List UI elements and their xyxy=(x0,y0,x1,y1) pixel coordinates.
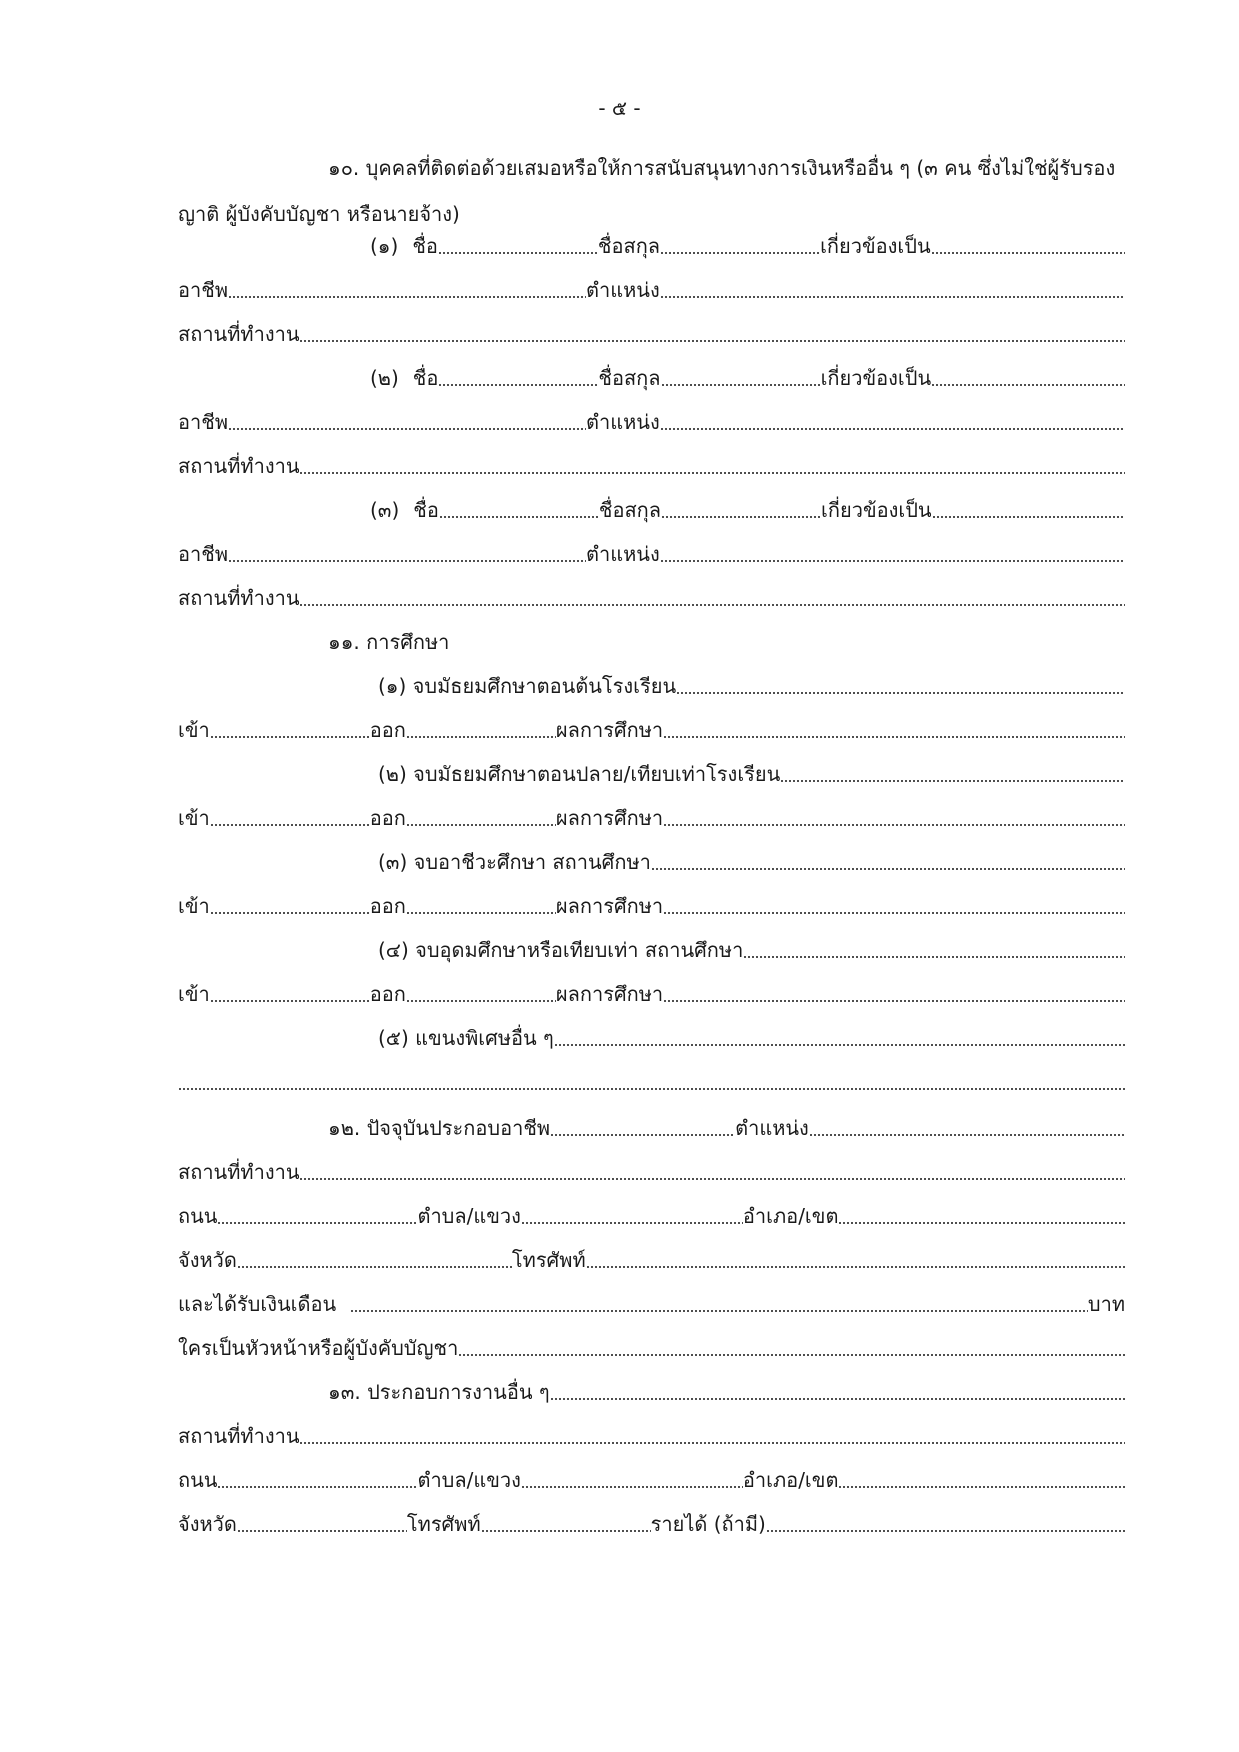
occupation-label: อาชีพ xyxy=(178,278,228,302)
relation-field[interactable] xyxy=(931,382,1125,387)
workplace-label: สถานที่ทำงาน xyxy=(178,322,300,346)
province-field[interactable] xyxy=(237,1264,512,1269)
other-workplace-row xyxy=(178,1422,1125,1450)
enter-field[interactable] xyxy=(210,910,370,915)
enter-label: เข้า xyxy=(178,982,210,1006)
person-1-occupation-row xyxy=(178,276,1125,304)
relation-label: เกี่ยวข้องเป็น xyxy=(821,498,932,522)
leave-label: ออก xyxy=(369,894,406,918)
result-field[interactable] xyxy=(663,734,1125,739)
education-1-row xyxy=(378,672,1125,700)
result-label: ผลการศึกษา xyxy=(555,718,664,742)
education-3-dates-row xyxy=(178,892,1125,920)
road-label: ถนน xyxy=(178,1204,218,1228)
occupation-label: อาชีพ xyxy=(178,410,228,434)
current-workplace-row xyxy=(178,1158,1125,1186)
other-work-field[interactable] xyxy=(550,1396,1125,1401)
phone-label: โทรศัพท์ xyxy=(511,1248,586,1272)
subdistrict-field[interactable] xyxy=(521,1220,743,1225)
result-field[interactable] xyxy=(663,910,1125,915)
occupation-field[interactable] xyxy=(228,426,586,431)
supervisor-row xyxy=(178,1334,1125,1362)
enter-label: เข้า xyxy=(178,894,210,918)
education-4-row xyxy=(378,936,1125,964)
person-number: (๑) xyxy=(370,234,399,258)
name-field[interactable] xyxy=(438,250,598,255)
education-5-continued-field[interactable] xyxy=(178,1086,1125,1091)
salary-field[interactable] xyxy=(350,1308,1088,1313)
education-1-dates-row xyxy=(178,716,1125,744)
section-12-heading-row xyxy=(328,1114,1125,1142)
education-1-school-field[interactable] xyxy=(676,690,1125,695)
education-2-school-field[interactable] xyxy=(780,778,1125,783)
relation-label: เกี่ยวข้องเป็น xyxy=(820,366,932,390)
road-field[interactable] xyxy=(217,1484,417,1489)
district-field[interactable] xyxy=(838,1220,1125,1225)
result-field[interactable] xyxy=(663,998,1125,1003)
province-label: จังหวัด xyxy=(178,1512,237,1536)
position-label: ตำแหน่ง xyxy=(586,278,660,302)
section-12-heading: ๑๒. ปัจจุบันประกอบอาชีพ xyxy=(328,1116,551,1140)
result-label: ผลการศึกษา xyxy=(555,806,664,830)
name-label: ชื่อ xyxy=(412,234,438,258)
leave-field[interactable] xyxy=(406,910,556,915)
leave-field[interactable] xyxy=(406,998,556,1003)
occupation-label: อาชีพ xyxy=(178,542,228,566)
current-province-row xyxy=(178,1246,1125,1274)
relation-label: เกี่ยวข้องเป็น xyxy=(820,234,931,258)
enter-label: เข้า xyxy=(178,806,210,830)
surname-label: ชื่อสกุล xyxy=(597,234,661,258)
person-number: (๒) xyxy=(370,366,399,390)
phone-field[interactable] xyxy=(586,1264,1125,1269)
education-5-continued-row xyxy=(178,1068,1125,1096)
district-field[interactable] xyxy=(838,1484,1125,1489)
other-province-row xyxy=(178,1510,1125,1538)
province-label: จังหวัด xyxy=(178,1248,237,1272)
person-2-name-row xyxy=(370,364,1125,392)
education-3-label: (๓) จบอาชีวะศึกษา สถานศึกษา xyxy=(378,850,651,874)
position-field[interactable] xyxy=(660,558,1125,563)
workplace-field[interactable] xyxy=(299,1440,1125,1445)
subdistrict-field[interactable] xyxy=(521,1484,743,1489)
workplace-field[interactable] xyxy=(299,338,1125,343)
occupation-field[interactable] xyxy=(550,1132,735,1137)
baht-label: บาท xyxy=(1087,1292,1125,1316)
education-2-dates-row xyxy=(178,804,1125,832)
education-4-label: (๔) จบอุดมศึกษาหรือเทียบเท่า สถานศึกษา xyxy=(378,938,744,962)
road-label: ถนน xyxy=(178,1468,218,1492)
supervisor-field[interactable] xyxy=(458,1352,1125,1357)
district-label: อำเภอ/เขต xyxy=(742,1468,839,1492)
other-address-row xyxy=(178,1466,1125,1494)
position-field[interactable] xyxy=(660,426,1125,431)
workplace-label: สถานที่ทำงาน xyxy=(178,1424,300,1448)
current-address-row xyxy=(178,1202,1125,1230)
surname-field[interactable] xyxy=(661,382,821,387)
enter-label: เข้า xyxy=(178,718,210,742)
section-11-heading-row xyxy=(328,628,728,656)
position-label: ตำแหน่ง xyxy=(735,1116,809,1140)
education-4-dates-row xyxy=(178,980,1125,1008)
education-5-row xyxy=(378,1024,1125,1052)
education-2-label: (๒) จบมัธยมศึกษาตอนปลาย/เทียบเท่าโรงเรียน xyxy=(378,762,781,786)
person-3-occupation-row xyxy=(178,540,1125,568)
workplace-field[interactable] xyxy=(299,1176,1125,1181)
person-1-name-row xyxy=(370,232,1125,260)
occupation-field[interactable] xyxy=(228,558,586,563)
subdistrict-label: ตำบล/แขวง xyxy=(417,1204,521,1228)
section-13-heading: ๑๓. ประกอบการงานอื่น ๆ xyxy=(328,1380,550,1404)
province-field[interactable] xyxy=(237,1528,407,1533)
income-label: รายได้ (ถ้ามี) xyxy=(650,1512,766,1536)
relation-field[interactable] xyxy=(931,250,1125,255)
name-label: ชื่อ xyxy=(412,366,439,390)
income-field[interactable] xyxy=(766,1528,1125,1533)
surname-field[interactable] xyxy=(661,514,821,519)
occupation-field[interactable] xyxy=(228,294,586,299)
section-11-heading: ๑๑. การศึกษา xyxy=(328,630,450,654)
position-label: ตำแหน่ง xyxy=(586,410,660,434)
section-10-heading: ๑๐. บุคคลที่ติดต่อด้วยเสมอหรือให้การสนับสนุนทางการเงินหรืออื่น ๆ (๓ คน ซึ่งไม่ใช่ผู้รับรอง ญาติ ผู้บังคับบัญชา หรือนายจ้าง) xyxy=(178,156,1116,226)
position-field[interactable] xyxy=(660,294,1125,299)
position-field[interactable] xyxy=(809,1132,1125,1137)
person-2-workplace-row xyxy=(178,452,1125,480)
leave-label: ออก xyxy=(369,806,406,830)
education-5-field[interactable] xyxy=(554,1042,1125,1047)
education-5-label: (๕) แขนงพิเศษอื่น ๆ xyxy=(378,1026,554,1050)
education-1-label: (๑) จบมัธยมศึกษาตอนต้นโรงเรียน xyxy=(378,674,677,698)
enter-field[interactable] xyxy=(210,998,370,1003)
education-2-row xyxy=(378,760,1125,788)
education-3-school-field[interactable] xyxy=(651,866,1125,871)
salary-label: และได้รับเงินเดือน xyxy=(178,1292,337,1316)
enter-field[interactable] xyxy=(210,734,370,739)
leave-field[interactable] xyxy=(406,734,556,739)
name-field[interactable] xyxy=(439,514,599,519)
section-13-heading-row xyxy=(328,1378,1125,1406)
name-label: ชื่อ xyxy=(413,498,439,522)
person-3-workplace-row xyxy=(178,584,1125,612)
name-field[interactable] xyxy=(438,382,598,387)
workplace-label: สถานที่ทำงาน xyxy=(178,1160,300,1184)
supervisor-label: ใครเป็นหัวหน้าหรือผู้บังคับบัญชา xyxy=(178,1336,459,1360)
education-4-school-field[interactable] xyxy=(743,954,1125,959)
education-3-row xyxy=(378,848,1125,876)
position-label: ตำแหน่ง xyxy=(586,542,660,566)
district-label: อำเภอ/เขต xyxy=(742,1204,839,1228)
person-2-occupation-row xyxy=(178,408,1125,436)
person-number: (๓) xyxy=(370,498,400,522)
phone-field[interactable] xyxy=(481,1528,651,1533)
salary-row xyxy=(178,1290,1125,1318)
leave-label: ออก xyxy=(369,982,406,1006)
relation-field[interactable] xyxy=(932,514,1125,519)
person-1-workplace-row xyxy=(178,320,1125,348)
result-label: ผลการศึกษา xyxy=(555,982,664,1006)
workplace-field[interactable] xyxy=(299,602,1125,607)
workplace-label: สถานที่ทำงาน xyxy=(178,454,300,478)
leave-field[interactable] xyxy=(406,822,556,827)
workplace-label: สถานที่ทำงาน xyxy=(178,586,300,610)
phone-label: โทรศัพท์ xyxy=(406,1512,481,1536)
workplace-field[interactable] xyxy=(299,470,1125,475)
enter-field[interactable] xyxy=(210,822,370,827)
page-number: - ๕ - xyxy=(598,96,641,120)
surname-label: ชื่อสกุล xyxy=(598,498,662,522)
person-3-name-row xyxy=(370,496,1125,524)
road-field[interactable] xyxy=(217,1220,417,1225)
result-field[interactable] xyxy=(663,822,1125,827)
surname-label: ชื่อสกุล xyxy=(598,366,661,390)
surname-field[interactable] xyxy=(660,250,820,255)
result-label: ผลการศึกษา xyxy=(555,894,664,918)
subdistrict-label: ตำบล/แขวง xyxy=(417,1468,521,1492)
leave-label: ออก xyxy=(369,718,406,742)
